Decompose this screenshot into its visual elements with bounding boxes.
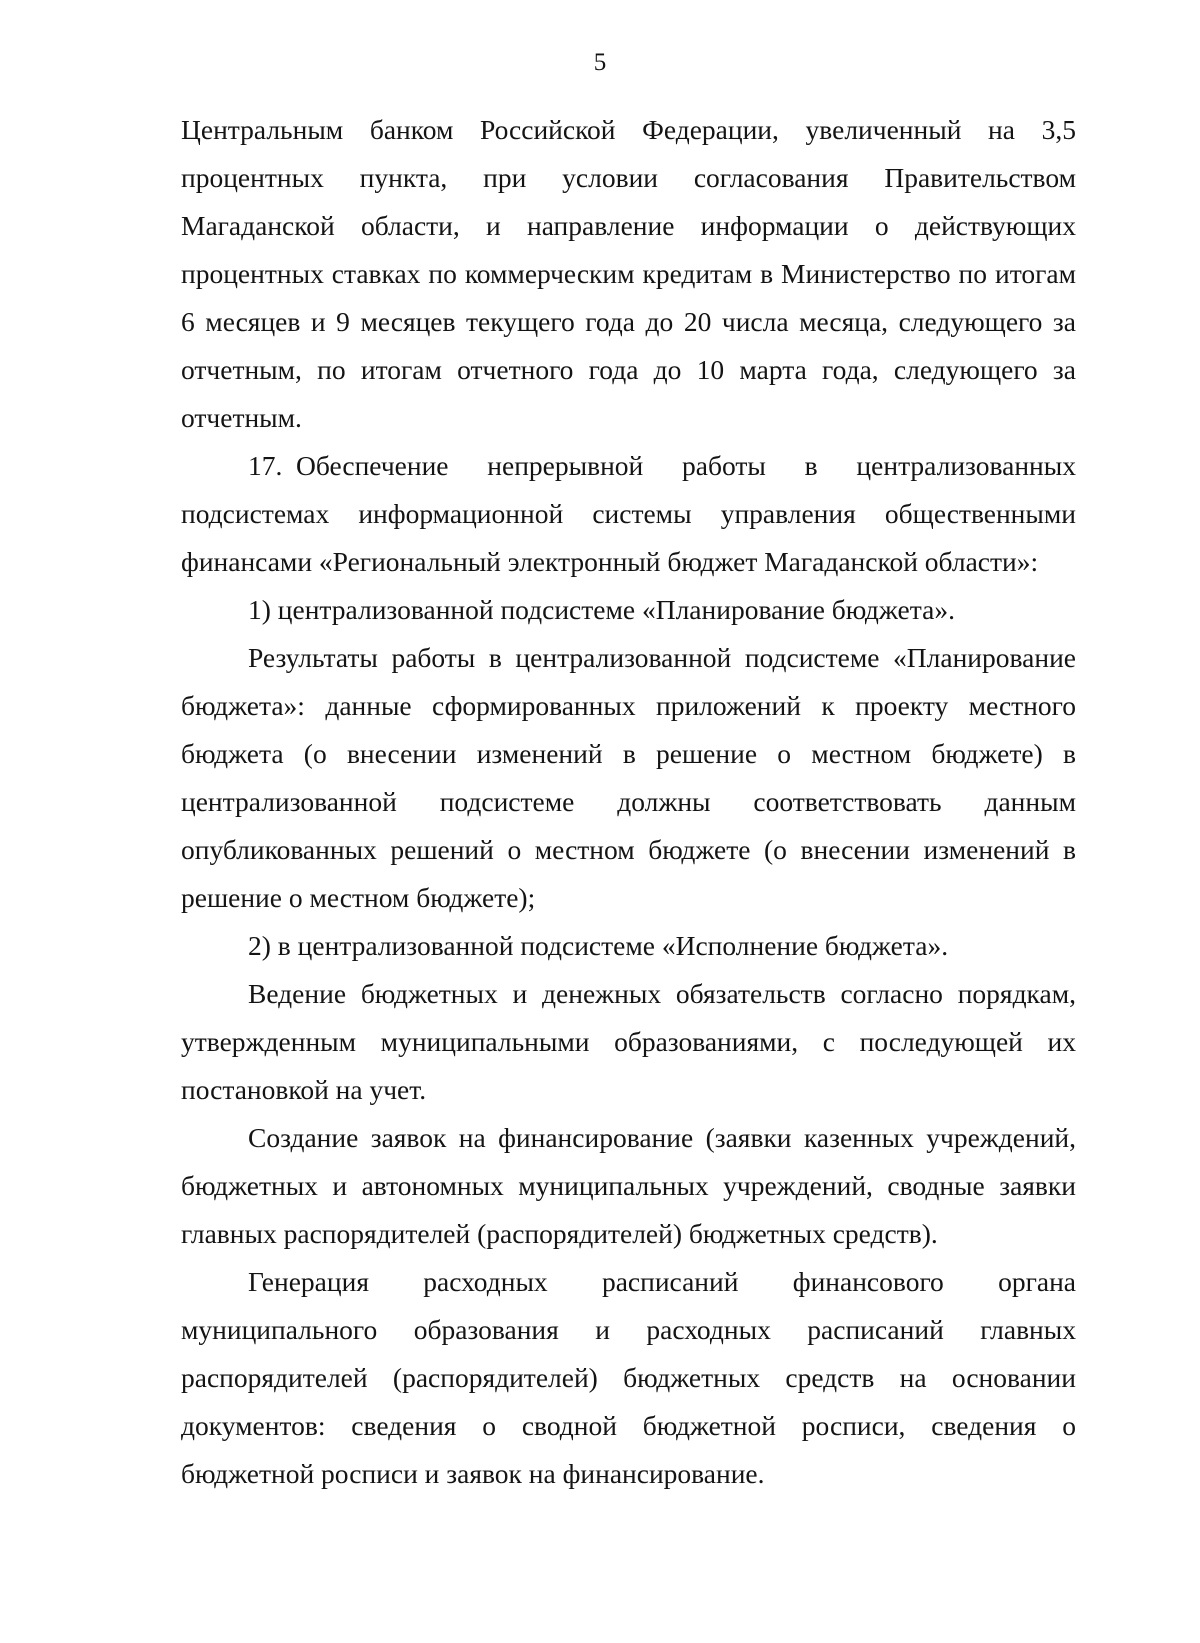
paragraph-obligations: Ведение бюджетных и денежных обязательств согласно порядкам, утвержденным муниципальными образованиями, с последующей их постановкой на учет. bbox=[181, 978, 1076, 1105]
paragraph-item-17 bbox=[181, 442, 1076, 586]
paragraph-subitem-1: 1) централизованной подсистеме «Планирование бюджета». bbox=[248, 594, 955, 625]
paragraph-subitem-2: 2) в централизованной подсистеме «Исполнение бюджета». bbox=[248, 930, 949, 961]
item-text: Обеспечение непрерывной работы в централизованных подсистемах информационной системы управления общественными финансами «Региональный электронный бюджет Магаданской области»: bbox=[181, 450, 1076, 577]
page-number: 5 bbox=[593, 49, 607, 76]
document-body bbox=[181, 106, 1076, 1498]
paragraph-continuation: Центральным банком Российской Федерации, увеличенный на 3,5 процентных пункта, при условии согласования Правительством Магаданской области, и направление информации о действующих процентных ставках по коммерческим кредитам в Министерство по итогам 6 месяцев и 9 месяцев текущего года до 20 числа месяца, следующего за отчетным, по итогам отчетного года до 10 марта года, следующего за отчетным. bbox=[181, 114, 1076, 433]
paragraph-schedules: Генерация расходных расписаний финансового органа муниципального образования и расходных расписаний главных распорядителей (распорядителей) бюджетных средств на основании документов: сведения о сводной бюджетной росписи, сведения о бюджетной росписи и заявок на финансирование. bbox=[181, 1266, 1076, 1489]
paragraph-planning-results: Результаты работы в централизованной подсистеме «Планирование бюджета»: данные сформированных приложений к проекту местного бюджета (о внесении изменений в решение о местном бюджете) в централизованной подсистеме должны соответствовать данным опубликованных решений о местном бюджете (о внесении изменений в решение о местном бюджете); bbox=[181, 642, 1076, 913]
paragraph-financing-requests: Создание заявок на финансирование (заявки казенных учреждений, бюджетных и автономных муниципальных учреждений, сводные заявки главных распорядителей (распорядителей) бюджетных средств). bbox=[181, 1122, 1076, 1249]
item-number: 17. bbox=[248, 450, 283, 481]
